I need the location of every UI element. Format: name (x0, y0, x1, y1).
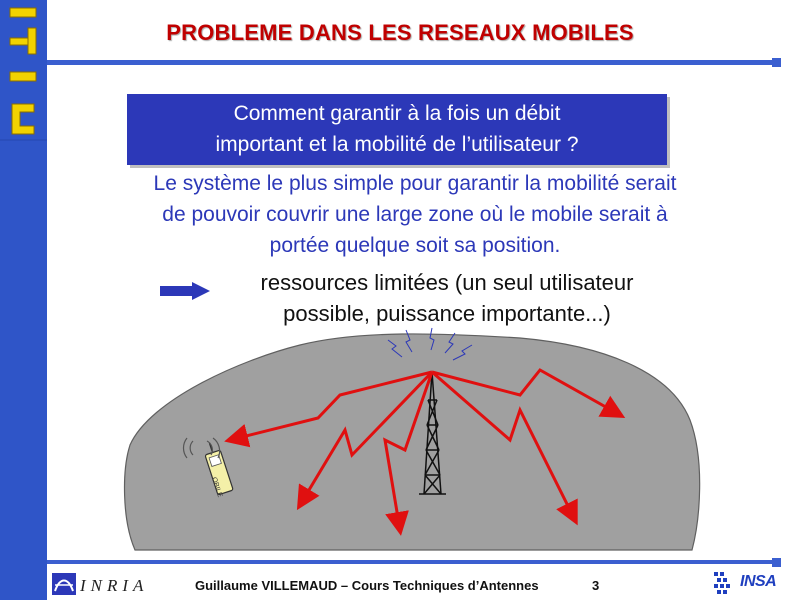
explanation-line-1: Le système le plus simple pour garantir la mobilité serait (153, 172, 677, 195)
consequence-line-2: possible, puissance importante...) (283, 301, 611, 326)
slide-title: PROBLEME DANS LES RESEAUX MOBILES (166, 20, 634, 45)
explanation-line-3: portée quelque soit sa position. (269, 234, 561, 257)
footer-rule-cap (772, 558, 781, 567)
inria-logo (52, 573, 162, 597)
footer-rule (47, 560, 780, 564)
question-line-2: important et la mobilité de l’utilisateur ? (215, 133, 579, 156)
insa-logo (712, 568, 792, 598)
inria-wordmark: INRIA (80, 576, 149, 595)
footer-credit: Guillaume VILLEMAUD – Cours Techniques d’Antennes (195, 578, 539, 593)
coverage-zone (125, 334, 700, 550)
consequence-line-1: ressources limitées (un seul utilisateur (260, 270, 634, 295)
explanation-line-2: de pouvoir couvrir une large zone où le mobile serait à (162, 203, 668, 226)
mobile-phone-label: OBILE (210, 476, 224, 499)
insa-wordmark: INSA (740, 573, 777, 590)
page-number: 3 (592, 578, 600, 593)
question-line-1: Comment garantir à la fois un débit (233, 102, 561, 125)
